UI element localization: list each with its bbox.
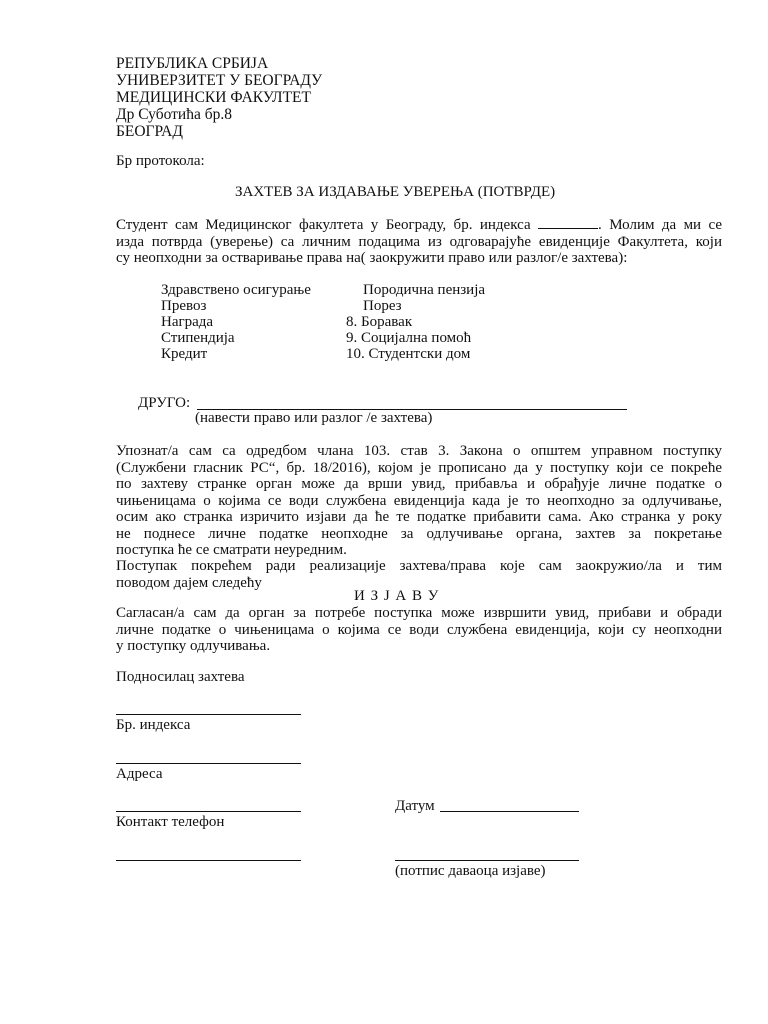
option-award[interactable]: Награда [161,314,214,330]
option-health-insurance[interactable]: Здравствено осигурање [161,282,311,298]
option-social-aid[interactable]: 9. Социјална помоћ [346,330,472,346]
applicant-name-field[interactable] [116,714,301,715]
option-student-dorm[interactable]: 10. Студентски дом [346,346,471,362]
header-street: Др Суботића бр.8 [116,106,232,123]
initiation-line: Поступак покрећем ради реализације захтева/права које сам заокружио/ла и тим [116,558,722,574]
option-scholarship[interactable]: Стипендија [161,330,235,346]
notice-line: (Службени гласник РС“, бр. 18/2016), којом је прописано да у поступку који се покреће [116,459,722,476]
option-tax[interactable]: Порез [363,298,402,314]
signature-label: (потпис даваоца изјаве) [395,863,546,879]
other-label: ДРУГО: [138,395,191,411]
intro-line-3: су неопходни за остваривање права на( заокружити право или разлог/е захтева): [116,250,628,266]
option-loan[interactable]: Кредит [161,346,208,362]
intro-line-1: Студент сам Медицинског факултета у Београду, бр. индекса . Молим да ми се [116,217,722,233]
phone-field[interactable] [116,860,301,861]
header-faculty: МЕДИЦИНСКИ ФАКУЛТЕТ [116,89,311,106]
signature-field[interactable] [395,860,579,861]
intro-line-2: изда потврда (уверење) са личним подацима из одговарајуће евиденције Факултета, који [116,233,722,250]
notice-line: не поднесе личне податке неопходне за одлучивање органа, захтев за покретање [116,525,722,542]
notice-paragraph [116,443,722,559]
header-country: РЕПУБЛИКА СРБИЈА [116,55,269,72]
declaration-title: И З Ј А В У [354,588,440,604]
intro-paragraph [116,215,722,267]
notice-line: по захтеву странке орган може да врши увид, прибавља и обрађује личне податке о [116,476,722,492]
header-university: УНИВЕРЗИТЕТ У БЕОГРАДУ [116,72,323,89]
option-family-pension[interactable]: Породична пензија [363,282,486,298]
consent-line: Сагласан/а сам да орган за потребе поступка може извршити увид, прибави и обради [116,605,722,621]
option-residence[interactable]: 8. Боравак [346,314,413,330]
notice-line: Упознат/а сам са одредбом члана 103. став 3. Закона о општем управном поступку [116,443,722,459]
consent-line: у поступку одлучивања. [116,638,271,654]
applicant-label: Подносилац захтева [116,669,245,685]
index-number-field[interactable] [538,215,598,229]
date-field[interactable] [440,811,579,812]
header-city: БЕОГРАД [116,123,183,140]
document-title: ЗАХТЕВ ЗА ИЗДАВАЊЕ УВЕРЕЊА (ПОТВРДЕ) [235,184,556,200]
initiation-paragraph [116,558,722,591]
index-number-line[interactable] [116,763,301,764]
consent-paragraph [116,605,722,655]
address-label: Адреса [116,766,163,782]
address-field[interactable] [116,811,301,812]
other-hint: (навести право или разлог /е захтева) [195,410,433,426]
notice-line: осим ако странка изричито изјави да ће те податке прибавити сама. Ако странка у року [116,509,722,525]
initiation-line: поводом дајем следећу [116,574,262,591]
protocol-label: Бр протокола: [116,153,205,169]
index-label: Бр. индекса [116,717,191,733]
institution-header [116,55,322,140]
phone-label: Контакт телефон [116,814,225,830]
notice-line: чињеницама о којима се води службена евиденција када је то неопходно за одлучивање, [116,492,722,509]
option-transport[interactable]: Превоз [161,298,207,314]
notice-line: поступка ће се сматрати неуредним. [116,542,347,558]
date-label: Датум [395,798,435,814]
consent-line: личне податке о чињеницама о којима се води службена евиденција, који су неопходни [116,621,722,638]
